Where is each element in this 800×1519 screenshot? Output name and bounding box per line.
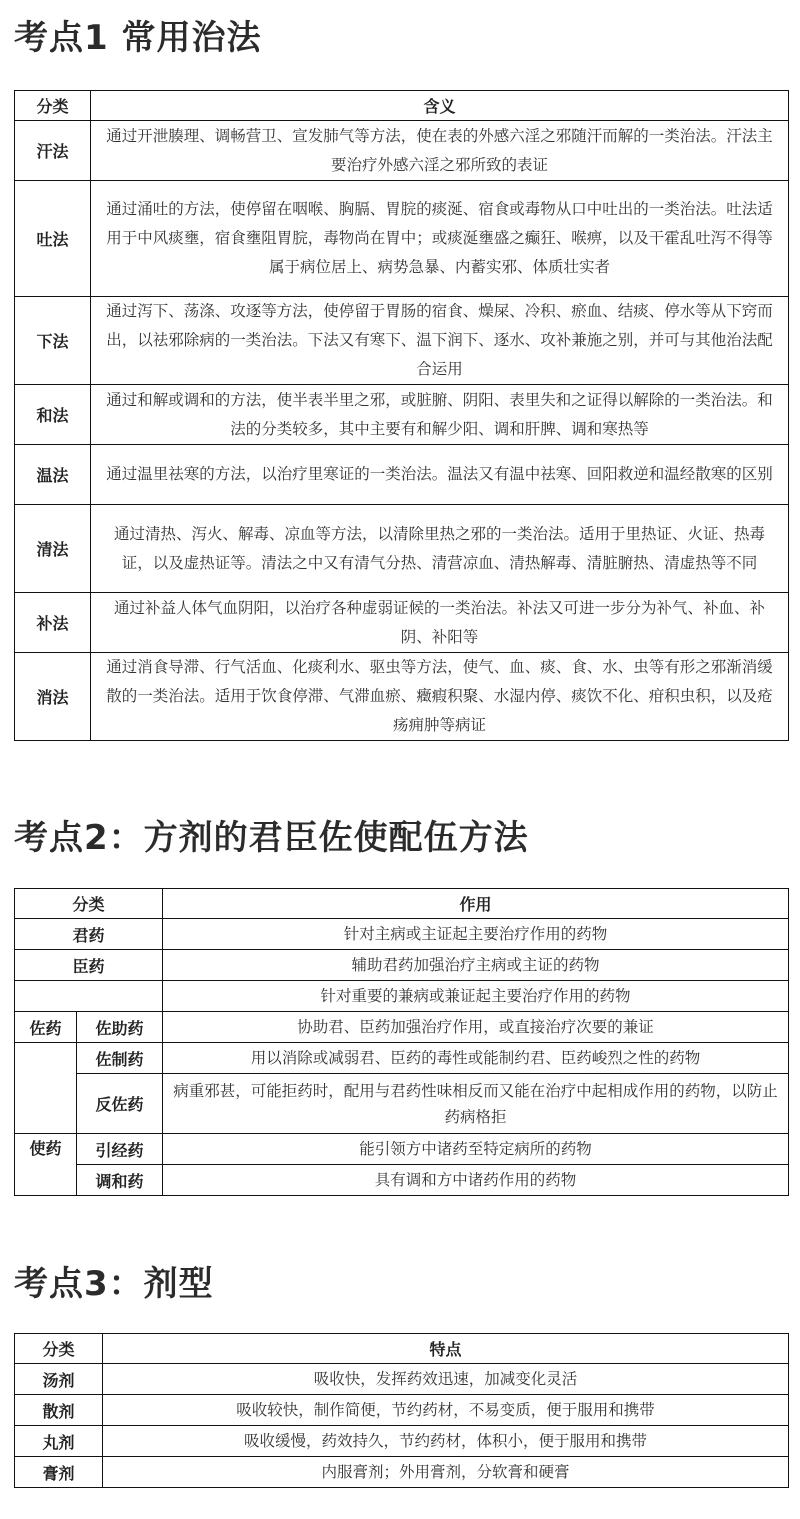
header-category: 分类: [15, 889, 163, 919]
row-description: 通过补益人体气血阴阳，以治疗各种虚弱证候的一类治法。补法又可进一步分为补气、补血、补阴、补阳等: [91, 593, 789, 653]
table-row: [15, 1364, 789, 1395]
row-subcategory: 反佐药: [77, 1074, 163, 1134]
row-category: 使药: [15, 1134, 77, 1196]
row-description: 通过涌吐的方法，使停留在咽喉、胸膈、胃脘的痰涎、宿食或毒物从口中吐出的一类治法。吐法适用于中风痰壅，宿食壅阻胃脘，毒物尚在胃中；或痰涎壅盛之癫狂、喉痹，以及干霍乱吐泻不得等属于病位居上、病势急暴、内蓄实邪、体质壮实者: [91, 181, 789, 297]
row-description: 用以消除或减弱君、臣药的毒性或能制约君、臣药峻烈之性的药物: [163, 1043, 789, 1074]
row-description: 通过清热、泻火、解毒、凉血等方法，以清除里热之邪的一类治法。适用于里热证、火证、热毒证，以及虚热证等。清法之中又有清气分热、清营凉血、清热解毒、清脏腑热、清虚热等不同: [91, 505, 789, 593]
row-description: 通过和解或调和的方法，使半表半里之邪，或脏腑、阴阳、表里失和之证得以解除的一类治法。和法的分类较多，其中主要有和解少阳、调和肝脾、调和寒热等: [91, 385, 789, 445]
table-row: [15, 385, 789, 445]
row-category: 温法: [15, 445, 91, 505]
row-description: 针对重要的兼病或兼证起主要治疗作用的药物: [163, 981, 789, 1012]
header-feature: 特点: [103, 1334, 789, 1364]
table-row: [15, 653, 789, 741]
row-description: 协助君、臣药加强治疗作用，或直接治疗次要的兼证: [163, 1012, 789, 1043]
row-category: 补法: [15, 593, 91, 653]
row-subcategory: 引经药: [77, 1134, 163, 1165]
table-row: [15, 1426, 789, 1457]
row-category: 佐药: [15, 1012, 77, 1043]
row-description: 吸收缓慢，药效持久，节约药材，体积小，便于服用和携带: [103, 1426, 789, 1457]
table-header-row: [15, 889, 789, 919]
row-category-empty: [15, 981, 163, 1012]
table-header-row: [15, 1334, 789, 1364]
table-row: [15, 593, 789, 653]
row-category: 臣药: [15, 950, 163, 981]
table-row: [15, 445, 789, 505]
table-row: [15, 297, 789, 385]
table-row: [15, 1395, 789, 1426]
table-row: [15, 505, 789, 593]
row-description: 通过开泄腠理、调畅营卫、宣发肺气等方法，使在表的外感六淫之邪随汗而解的一类治法。汗法主要治疗外感六淫之邪所致的表证: [91, 121, 789, 181]
header-meaning: 含义: [91, 91, 789, 121]
row-category: 清法: [15, 505, 91, 593]
row-description: 吸收快，发挥药效迅速，加减变化灵活: [103, 1364, 789, 1395]
formula-composition-table: [14, 888, 789, 1196]
row-category: 消法: [15, 653, 91, 741]
header-function: 作用: [163, 889, 789, 919]
row-subcategory: 佐助药: [77, 1012, 163, 1043]
table-row: [15, 1043, 789, 1074]
row-description: 内服膏剂；外用膏剂，分软膏和硬膏: [103, 1457, 789, 1488]
table-row: [15, 1457, 789, 1488]
row-category: 膏剂: [15, 1457, 103, 1488]
table-row: [15, 1012, 789, 1043]
table-row: [15, 981, 789, 1012]
table-row: [15, 1165, 789, 1196]
row-category: 下法: [15, 297, 91, 385]
row-description: 辅助君药加强治疗主病或主证的药物: [163, 950, 789, 981]
section3-title: 考点3：剂型: [14, 1264, 214, 1304]
row-description: 针对主病或主证起主要治疗作用的药物: [163, 919, 789, 950]
row-description: 病重邪甚，可能拒药时，配用与君药性味相反而又能在治疗中起相成作用的药物，以防止药病格拒: [163, 1074, 789, 1134]
header-category: 分类: [15, 91, 91, 121]
row-category: 散剂: [15, 1395, 103, 1426]
row-description: 通过消食导滞、行气活血、化痰利水、驱虫等方法，使气、血、痰、食、水、虫等有形之邪渐消缓散的一类治法。适用于饮食停滞、气滞血瘀、癥瘕积聚、水湿内停、痰饮不化、疳积虫积，以及疮疡痈肿等病证: [91, 653, 789, 741]
row-description: 具有调和方中诸药作用的药物: [163, 1165, 789, 1196]
section2-title: 考点2：方剂的君臣佐使配伍方法: [14, 818, 529, 858]
treatment-methods-table: [14, 90, 789, 741]
table-row: [15, 1134, 789, 1165]
table-row: [15, 121, 789, 181]
section1-title: 考点1 常用治法: [14, 18, 262, 58]
row-category: 丸剂: [15, 1426, 103, 1457]
table-header-row: [15, 91, 789, 121]
table-row: [15, 1074, 789, 1134]
row-category: 和法: [15, 385, 91, 445]
row-description: 能引领方中诸药至特定病所的药物: [163, 1134, 789, 1165]
dosage-forms-table: [14, 1333, 789, 1488]
header-category: 分类: [15, 1334, 103, 1364]
row-subcategory: 佐制药: [77, 1043, 163, 1074]
table-row: [15, 181, 789, 297]
row-category: 吐法: [15, 181, 91, 297]
row-category-empty: [15, 1043, 77, 1134]
row-category: 君药: [15, 919, 163, 950]
row-subcategory: 调和药: [77, 1165, 163, 1196]
row-description: 通过温里祛寒的方法，以治疗里寒证的一类治法。温法又有温中祛寒、回阳救逆和温经散寒的区别: [91, 445, 789, 505]
row-category: 汤剂: [15, 1364, 103, 1395]
row-description: 通过泻下、荡涤、攻逐等方法，使停留于胃肠的宿食、燥屎、冷积、瘀血、结痰、停水等从下窍而出，以祛邪除病的一类治法。下法又有寒下、温下润下、逐水、攻补兼施之别，并可与其他治法配合运用: [91, 297, 789, 385]
table-row: [15, 950, 789, 981]
row-category: 汗法: [15, 121, 91, 181]
row-description: 吸收较快，制作简便，节约药材，不易变质，便于服用和携带: [103, 1395, 789, 1426]
table-row: [15, 919, 789, 950]
